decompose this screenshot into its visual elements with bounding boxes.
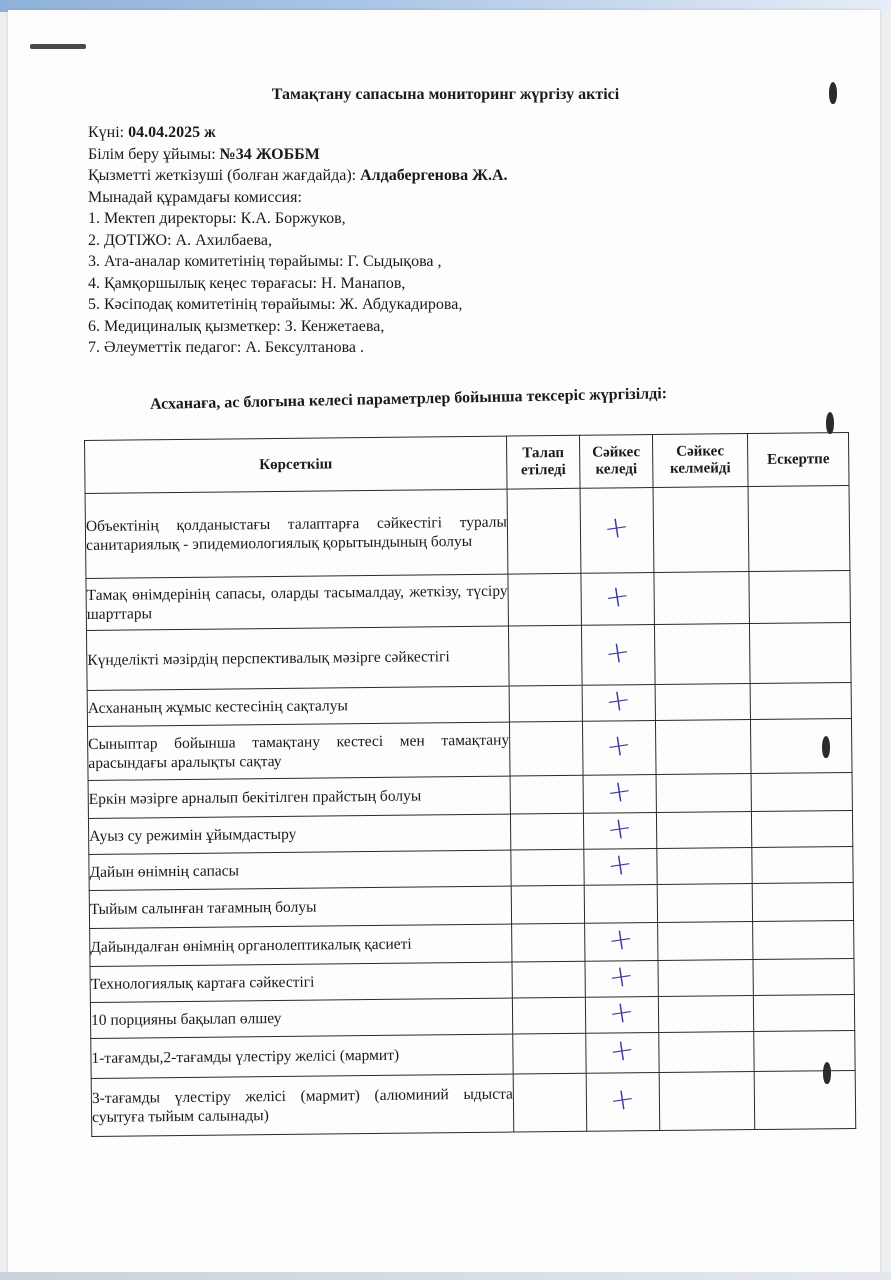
note-cell [750, 718, 852, 773]
indicator-cell: Сыныптар бойынша тамақтану кестесі мен тамақтану арасындағы аралықты сақтау [88, 722, 511, 780]
note-cell [751, 772, 852, 811]
check-mark: + [607, 1080, 638, 1119]
required-cell [508, 573, 582, 626]
indicator-cell: Объектінің қолданыстағы талаптарға сәйкестігі туралы санитариялық - эпидемиологиялық қорытындының болуы [85, 489, 508, 578]
commission-member: 3. Ата-аналар комитетінің төрайымы: Г. Сыдықова , [88, 253, 442, 270]
compliant-cell [584, 845, 657, 886]
table-row [85, 485, 850, 578]
header-note: Ескертпе [747, 432, 849, 486]
check-mark: + [604, 809, 636, 848]
indicator-cell: 10 порцияны бақылап өлшеу [90, 998, 512, 1038]
noncompliant-cell [655, 720, 751, 775]
table-row [88, 718, 853, 780]
noncompliant-cell [659, 1032, 754, 1073]
noncompliant-cell [658, 960, 753, 997]
required-cell [512, 997, 585, 1034]
noncompliant-cell [653, 487, 749, 573]
compliant-cell [585, 957, 658, 998]
indicator-cell: Еркін мәзірге арналып бекітілген прайстың болуы [88, 776, 510, 818]
check-mark: + [606, 957, 637, 996]
compliant-cell [586, 1073, 660, 1132]
compliant-cell [580, 488, 654, 574]
required-cell [512, 961, 585, 998]
noncompliant-cell [656, 774, 751, 813]
compliant-cell [581, 573, 655, 626]
required-cell [510, 813, 583, 850]
required-cell [513, 1073, 587, 1132]
note-cell [751, 810, 852, 847]
note-cell [753, 994, 854, 1031]
header-compliant: Сәйкес келеді [579, 435, 653, 489]
commission-member: 5. Кәсіподақ комитетінің төрайымы: Ж. Абдукадирова, [88, 296, 463, 313]
inspection-table [84, 432, 856, 1137]
staple-mark [30, 44, 86, 49]
indicator-cell: Технологиялық картаға сәйкестігі [90, 962, 512, 1002]
noncompliant-cell [655, 684, 750, 721]
indicator-cell: Ауыз су режимін ұйымдастыру [88, 814, 510, 854]
required-cell [511, 849, 584, 886]
commission-member: 7. Әлеуметтік педагог: А. Бексултанова . [88, 339, 365, 356]
compliant-cell [581, 625, 655, 686]
note-cell [749, 622, 851, 683]
org-line: Білім беру ұйымы: №34 ЖОББМ [88, 145, 320, 163]
check-mark: + [604, 726, 635, 765]
ink-blot [826, 412, 834, 434]
noncompliant-cell [659, 1072, 755, 1131]
indicator-cell: Тамақ өнімдерінің сапасы, оларды тасымалдау, жеткізу, түсіру шарттары [86, 574, 509, 630]
note-cell [754, 1070, 856, 1129]
check-mark: + [606, 993, 637, 1032]
noncompliant-cell [657, 848, 752, 885]
indicator-cell: Тыйым салынған тағамның болуы [89, 886, 511, 928]
required-cell [511, 885, 584, 924]
note-cell [754, 1030, 855, 1071]
required-cell [507, 488, 581, 574]
noncompliant-cell [656, 812, 751, 849]
noncompliant-cell [658, 996, 753, 1033]
table-row [91, 1070, 856, 1136]
commission-member: 6. Медициналық қызметкер: З. Кенжетаева, [88, 317, 385, 335]
compliant-cell [584, 885, 657, 924]
check-mark: + [603, 633, 634, 672]
bottom-edge [0, 1272, 891, 1280]
check-mark: + [605, 845, 636, 884]
note-cell [750, 682, 851, 719]
commission-member: 2. ДОТІЖО: А. Ахилбаева, [88, 231, 272, 249]
check-mark: + [607, 1031, 638, 1070]
header-noncompliant: Сәйкес келмейді [652, 434, 748, 488]
supplier-line: Қызметті жеткізуші (болған жағдайда): Алдабергенова Ж.А. [88, 167, 508, 184]
indicator-cell: 3-тағамды үлестіру желісі (мармит) (алюминий ыдыста суытуға тыйым салынады) [91, 1074, 514, 1136]
org-value: №34 ЖОББМ [219, 145, 320, 163]
check-mark: + [603, 681, 634, 720]
indicator-cell: Дайын өнімнің сапасы [89, 850, 511, 890]
date-line: Күні: 04.04.2025 ж [88, 124, 216, 141]
note-cell [752, 882, 853, 921]
commission-member: 4. Қамқоршылық кеңес төрағасы: Н. Манапов, [88, 274, 406, 292]
noncompliant-cell [654, 624, 750, 685]
note-cell [753, 920, 854, 959]
indicator-cell: Күнделікті мәзірдің перспективалық мәзірге сәйкестігі [86, 626, 509, 690]
check-mark: + [602, 577, 633, 616]
compliant-cell [585, 993, 658, 1034]
note-cell [748, 485, 850, 571]
table-row [86, 570, 851, 630]
required-cell [508, 625, 582, 686]
check-mark: + [604, 772, 635, 811]
compliant-cell [583, 772, 656, 814]
compliant-cell [586, 1033, 659, 1074]
required-cell [509, 721, 583, 776]
check-mark: + [606, 920, 637, 959]
indicator-cell: Асхананың жұмыс кестесінің сақталуы [87, 686, 509, 726]
header-indicator: Көрсеткіш [85, 436, 508, 493]
compliant-cell [583, 809, 656, 850]
document-info [88, 122, 508, 359]
required-cell [513, 1033, 586, 1074]
header-required: Талап етіледі [506, 435, 580, 489]
indicator-cell: 1-тағамды,2-тағамды үлестіру желісі (мармит) [91, 1034, 513, 1078]
table-header-row [85, 432, 850, 493]
note-cell [752, 846, 853, 883]
commission-label: Мынадай құрамдағы комиссия: [88, 188, 302, 206]
noncompliant-cell [654, 572, 750, 625]
check-mark: + [601, 508, 632, 548]
date-value: 04.04.2025 ж [128, 124, 216, 141]
inspection-title: Асханаға, ас блогына келесі параметрлер бойынша тексеріс жүргізілді: [149, 385, 668, 413]
commission-member: 1. Мектеп директоры: К.А. Боржуков, [88, 210, 346, 227]
note-cell [749, 570, 851, 623]
required-cell [510, 775, 583, 814]
compliant-cell [585, 920, 658, 962]
compliant-cell [582, 721, 656, 776]
note-cell [753, 958, 854, 995]
compliant-cell [582, 681, 655, 722]
supplier-value: Алдабергенова Ж.А. [360, 167, 508, 184]
noncompliant-cell [657, 884, 752, 923]
indicator-cell: Дайындалған өнімнің органолептикалық қасиеті [90, 924, 512, 966]
table-row [86, 622, 851, 690]
required-cell [509, 685, 582, 722]
noncompliant-cell [658, 922, 753, 961]
document-title: Тамақтану сапасына мониторинг жүргізу актісі [271, 86, 620, 103]
required-cell [512, 923, 585, 962]
